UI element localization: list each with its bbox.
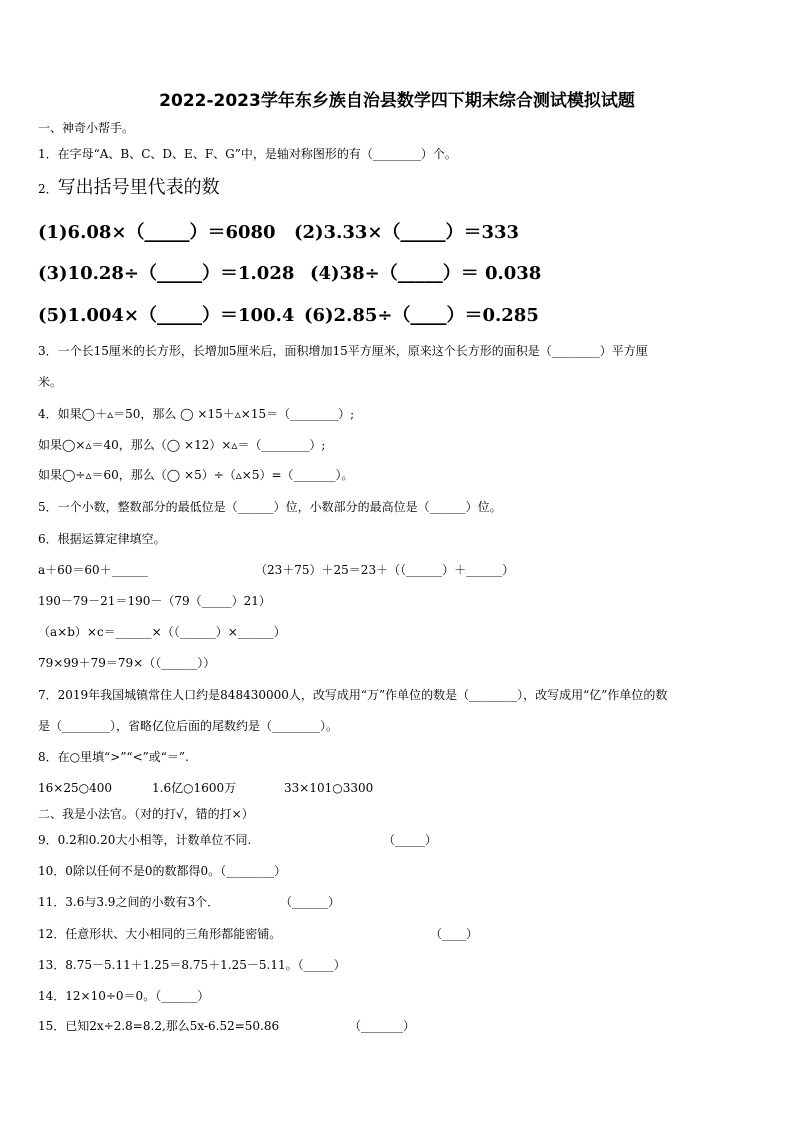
- question-11-blank: （______）: [280, 895, 341, 909]
- question-4-line-1: 4．如果◯＋▵＝50，那么 ◯ ×15＋▵×15＝（________）;: [38, 407, 355, 421]
- question-6-item-a: a＋60＝60＋______: [38, 563, 148, 577]
- question-6-item-b: （23＋75）＋25＝23＋（（______）＋______）: [255, 563, 515, 577]
- question-2-item-1: (1)6.08×（_____）＝6080: [38, 222, 276, 243]
- question-11: 11．3.6与3.9之间的小数有3个．: [38, 895, 220, 909]
- question-6-item-d: （a×b）×c＝______×（（______）×______）: [38, 625, 286, 639]
- question-2-item-3: (3)10.28÷（_____）＝1.028: [38, 263, 295, 284]
- question-15: 15．已知2x÷2.8=8.2,那么5x-6.52=50.86: [38, 1019, 280, 1033]
- question-9-blank: （_____）: [383, 833, 438, 847]
- question-12: 12．任意形状、大小相同的三角形都能密铺。: [38, 927, 282, 941]
- question-2-item-5: (5)1.004×（_____）＝100.4: [38, 305, 295, 326]
- question-3-line-2: 米。: [38, 375, 63, 389]
- question-2-item-2: (2)3.33×（_____）＝333: [294, 222, 520, 243]
- question-6-item-e: 79×99＋79＝79×（（______））: [38, 656, 216, 670]
- question-6: 6．根据运算定律填空。: [38, 532, 166, 546]
- question-8-item-3: 33×101○3300: [284, 781, 374, 795]
- question-14: 14．12×10÷0＝0。（______）: [38, 989, 210, 1003]
- page-title: 2022-2023学年东乡族自治县数学四下期末综合测试模拟试题: [159, 91, 635, 111]
- question-6-item-c: 190－79－21＝190－（79（_____）21）: [38, 594, 271, 608]
- question-7-line-1: 7．2019年我国城镇常住人口约是848430000人，改写成用“万”作单位的数是（________），改写成用“亿”作单位的数: [38, 688, 668, 702]
- question-10: 10．0除以任何不是0的数都得0。（________）: [38, 864, 287, 878]
- question-4-line-2: 如果◯×▵＝40，那么（◯ ×12）×▵＝（________）;: [38, 438, 326, 452]
- question-2-number: 2．: [38, 182, 58, 196]
- question-2-heading: [38, 176, 220, 201]
- question-13: 13．8.75－5.11＋1.25＝8.75＋1.25－5.11。（_____）: [38, 958, 346, 972]
- question-2-item-6: (6)2.85÷（____）＝0.285: [304, 305, 539, 326]
- question-5: 5．一个小数，整数部分的最低位是（______）位，小数部分的最高位是（______）位。: [38, 500, 502, 514]
- question-15-blank: （_______）: [349, 1019, 416, 1033]
- question-8-item-2: 1.6亿○1600万: [152, 781, 237, 795]
- question-8-item-1: 16×25○400: [38, 781, 112, 795]
- section-2-heading: 二、我是小法官。（对的打√，错的打×）: [38, 807, 254, 821]
- question-4-line-3: 如果◯÷▵＝60，那么（◯ ×5）÷（▵×5）=（_______）。: [38, 468, 354, 482]
- question-8: 8．在○里填“>”“<”或“＝”.: [38, 750, 189, 764]
- question-12-blank: （____）: [430, 927, 479, 941]
- question-7-line-2: 是（________），省略亿位后面的尾数约是（________）。: [38, 719, 339, 733]
- question-3-line-1: 3．一个长15厘米的长方形，长增加5厘米后，面积增加15平方厘米，原来这个长方形的面积是（________）平方厘: [38, 344, 648, 358]
- question-2-title: 写出括号里代表的数: [57, 177, 220, 198]
- question-9: 9．0.2和0.20大小相等，计数单位不同.: [38, 833, 252, 847]
- question-1: 1．在字母“A、B、C、D、E、F、G”中，是轴对称图形的有（________）个。: [38, 147, 457, 161]
- question-2-item-4: (4)38÷（_____）＝ 0.038: [310, 263, 542, 284]
- section-1-heading: 一、神奇小帮手。: [38, 121, 135, 135]
